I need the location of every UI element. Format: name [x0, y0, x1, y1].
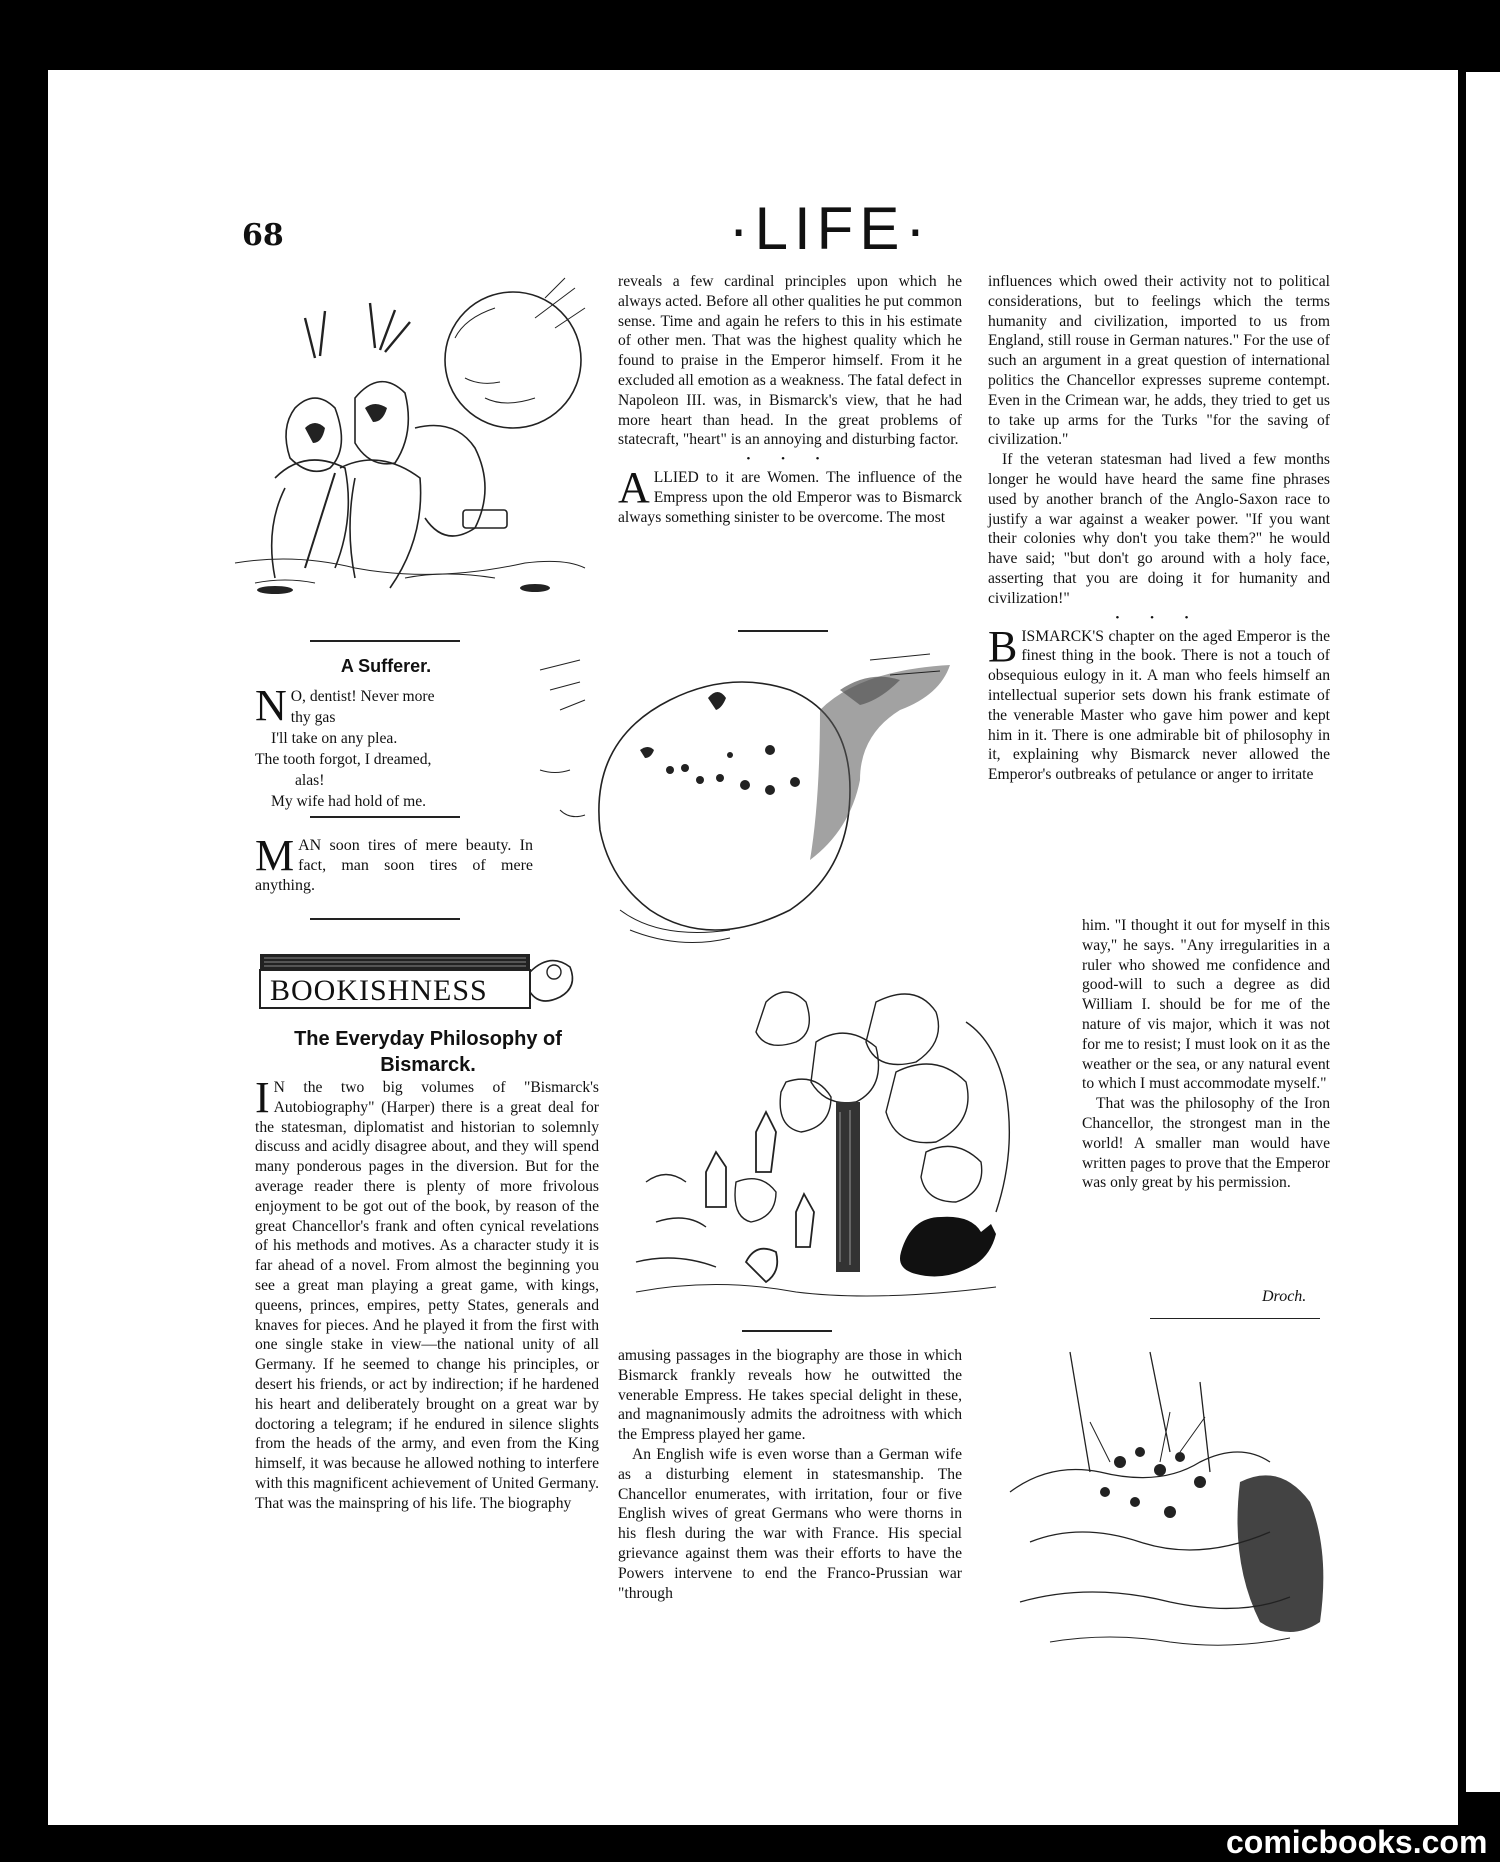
- author-signature: Droch.: [1262, 1288, 1307, 1305]
- indians-boulder-drawing: [235, 278, 590, 606]
- divider-rule: [738, 630, 828, 632]
- section-separator: • • •: [1115, 611, 1203, 624]
- poem-line: alas!: [295, 772, 325, 789]
- bookishness-banner: [258, 952, 580, 1018]
- divider-rule: [310, 640, 460, 642]
- masthead-title: ·LIFE·: [728, 195, 932, 262]
- next-page-edge: [1466, 72, 1500, 1792]
- article-column-2-bottom: [618, 1346, 962, 1603]
- article-column-3: [988, 272, 1330, 785]
- article-col1-text: N the two big volumes of "Bismarck's Autobiography" (Harper) there is a great deal for the statesman, diplomatist and historian to solemnly discuss and acidly disagree about, and they will spend many ponderous pages in the diversion. But for the average reader there is plenty of more frivolous enjoyment to be got out of the book, by reason of the great Chancellor's frank and often cynical revelations of his methods and motives. As a character study it is far ahead of a novel. From almost the beginning you see a great man playing a great game, with kings, queens, princes, empires, petty States, generals and knaves for pieces. And he played it from the first with one single stake in view—the national unity of all Germany. If he seemed to change his principles, or desert his friends, or act by indirection; if he hardened his heart and deliberately brought on a great war by doctoring a telegram; if he endured in silence slights from the heads of the army, and even from the King himself, it was because he allowed nothing to interfere with this magnificent achievement of United Germany. That was the mainspring of his life. The biography: [255, 1079, 599, 1512]
- col2-paragraph: reveals a few cardinal principles upon which he always acted. Before all other qualities he put common sense. Time and again he refers to this in his estimate of other men. That was the highest quality which he found to praise in the Emperor himself. From it he excluded all emotion as a weakness. The fatal defect in Napoleon III. was, in Bismarck's view, that he had more heart than head. In the great problems of statecraft, "heart" is an annoying and disturbing factor.: [618, 273, 962, 449]
- col3-paragraph: influences which owed their activity not to political considerations, but to feelings which the terms humanity and civilization, imported to us from England, still rouse in German natures." For the use of such an argument in a great question of international politics the Chancellor expresses supreme contempt. Even in the Crimean war, he adds, they tried to get us to take up arms for the Turks "for the saving of civilization.": [988, 273, 1330, 449]
- col2-paragraph: [618, 463, 962, 527]
- col3-paragraph: That was the philosophy of the Iron Chancellor, the strongest man in the world! A smaller man would have written pages to prove that the Emperor was only great by his permission.: [1082, 1095, 1330, 1192]
- poem-line: thy gas: [290, 709, 336, 726]
- divider-rule: [310, 918, 460, 920]
- article-dropcap-a: A: [618, 463, 650, 513]
- col3-paragraph: him. "I thought it out for myself in this way," he says. "Any irregularities in a ruler who showed me confidence and good-will to such a degree as did William I. should be for me of the nature of vis major, which it was not for me to resist; I must look on it as the weather or the sea, or any natural event to which I must accommodate myself.": [1082, 917, 1330, 1093]
- col3-paragraph-text: ISMARCK'S chapter on the aged Emperor is the finest thing in the book. There is not a touch of obsequious eulogy in it. A man who feels himself an intellectual superior sets down his frank estimate of the venerable Master who gave him power and kept him in it. There is one admirable bit of philosophy in it, explaining why Bismarck never allowed the Emperor's outbreaks of petulance or anger to irritate: [988, 627, 1330, 784]
- illustration-mountain-battle: [1010, 1342, 1340, 1652]
- poem-line: I'll take on any plea.: [271, 730, 398, 747]
- illustration-indians-boulder: [235, 278, 590, 606]
- sufferer-dropcap: N: [255, 681, 287, 730]
- watermark: comicbooks.com: [1226, 1824, 1488, 1860]
- divider-rule: [1150, 1318, 1320, 1319]
- big-boulder-drawing: [540, 650, 960, 970]
- col2-paragraph: amusing passages in the biography are those in which Bismarck frankly reveals how he outwitted the venerable Empress. He takes special delight in these, and magnanimously admits the adroitness with which the Empress played her game.: [618, 1347, 962, 1444]
- article-dropcap-b: B: [988, 621, 1018, 671]
- man-note-text: AN soon tires of mere beauty. In fact, man soon tires of mere anything.: [255, 837, 533, 894]
- poem-line: My wife had hold of me.: [271, 793, 427, 810]
- divider-rule: [310, 816, 460, 818]
- col2-paragraph: An English wife is even worse than a German wife as a disturbing element in statesmanship. The Chancellor enumerates, with irritation, four or five English wives of great Germans who were thorns in his flesh during the war with France. His special grievance against them was their efforts to have the Powers intervene to end the Franco-Prussian war "through: [618, 1445, 962, 1602]
- article-column-3-indented: [1082, 916, 1330, 1193]
- man-note: [255, 831, 533, 896]
- col3-paragraph: If the veteran statesman had lived a few months longer he would have heard the same fine phrases used by another branch of the Anglo-Saxon race to justify a war against a weaker power. "If you want their colonies why don't you take them?" he would have said; "but don't go around with a holy face, asserting that you are doing it for humanity and civilization!": [988, 451, 1330, 607]
- sufferer-poem: [255, 681, 510, 812]
- article-column-2-top: [618, 272, 962, 528]
- section-separator: • • •: [746, 453, 834, 466]
- col3-paragraph: [988, 621, 1330, 785]
- poem-line: O, dentist! Never more: [290, 688, 435, 705]
- sufferer-title: A Sufferer.: [340, 656, 432, 676]
- article-title: The Everyday Philosophy of Bismarck.: [294, 1028, 562, 1076]
- article-column-1: [255, 1073, 599, 1514]
- mountain-battle-drawing: [1010, 1342, 1340, 1652]
- poem-line: The tooth forgot, I dreamed,: [255, 751, 432, 768]
- forest-bear-drawing: [636, 982, 1056, 1302]
- bookishness-label: BOOKISHNESS: [270, 974, 488, 1007]
- article-dropcap-i: I: [255, 1073, 270, 1122]
- man-note-dropcap: M: [255, 831, 295, 880]
- col2-paragraph-text: LLIED to it are Women. The influence of the Empress upon the old Emperor was to Bismarck always something sinister to be overcome. The most: [618, 469, 962, 526]
- divider-rule: [742, 1330, 832, 1332]
- illustration-forest-bear: [636, 982, 1056, 1302]
- illustration-big-boulder: [540, 650, 960, 970]
- page-number: 68: [242, 218, 284, 253]
